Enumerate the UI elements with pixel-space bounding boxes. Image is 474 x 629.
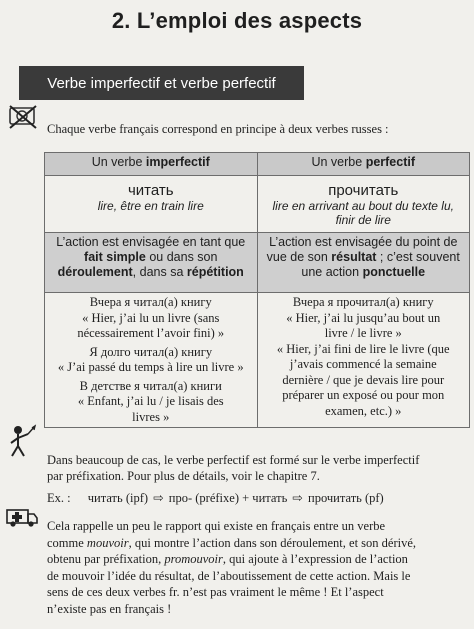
para-italic: mouvoir <box>86 535 129 550</box>
perfective-verb: прочитать <box>328 182 399 199</box>
example-result: прочитать (pf) <box>308 491 384 505</box>
note-line: par préfixation. Pour plus de détails, voir le chapitre 7. <box>47 469 320 483</box>
example-line: « J’ai passé du temps à lire un livre » <box>57 360 244 374</box>
example-derivation <box>47 490 386 506</box>
example-line: « Hier, j’ai lu jusqu’au bout un <box>286 310 441 325</box>
example-base: читать (ipf) <box>87 491 149 505</box>
para-text: comme <box>47 535 87 550</box>
example-line: dernière / que je devais lire pour <box>282 372 445 387</box>
example-line: préparer un exposé ou pour mon <box>282 388 445 402</box>
example-line: livre / le livre » <box>324 326 402 340</box>
usage-keyword: ponctuelle <box>362 265 426 279</box>
header-keyword: imperfectif <box>145 155 210 169</box>
note-prefixation <box>47 452 457 484</box>
usage-text: vue de son <box>266 250 332 264</box>
example-line: livres » <box>132 409 170 424</box>
usage-keyword: fait simple <box>84 250 146 264</box>
imperfective-examples <box>45 293 258 428</box>
ambulance-icon <box>6 506 38 533</box>
example-line: В детстве я читал(а) книги <box>79 378 222 393</box>
usage-text: ; c’est souvent <box>376 250 460 264</box>
para-line <box>47 535 463 552</box>
example-line: Я долго читал(а) книгу <box>89 344 213 359</box>
header-perfective <box>257 153 470 176</box>
comparison-paragraph <box>47 518 463 617</box>
no-translation-icon <box>8 104 40 135</box>
perfective-usage <box>257 233 470 293</box>
perfective-examples <box>257 293 470 428</box>
example-line: « Hier, j’ai fini de lire le livre (que <box>276 341 450 356</box>
perfective-gloss-line: finir de lire <box>335 213 391 227</box>
note-line: Dans beaucoup de cas, le verbe perfectif est formé sur le verbe imperfectif <box>47 453 420 467</box>
imperfective-usage <box>45 233 258 293</box>
usage-text: L’action est envisagée du point de <box>269 235 458 249</box>
arrow-icon: ⇨ <box>292 491 303 505</box>
arrow-icon: ⇨ <box>153 491 164 505</box>
usage-keyword: résultat <box>331 250 377 264</box>
imperfective-gloss: lire, être en train lire <box>97 199 204 213</box>
intro-text: Chaque verbe français correspond en principe à deux verbes russes : <box>47 122 389 136</box>
para-text: , qui ajoute à l’expression de l’action <box>222 552 408 566</box>
para-text: , qui montre l’action dans son déroulement, et son dérivé, <box>128 535 417 550</box>
imperfective-verb: читать <box>127 182 174 199</box>
usage-text: , dans sa <box>132 265 187 279</box>
example-prefix: про- (préfixe) + читать <box>168 491 288 505</box>
para-line: sens de ces deux verbes fr. n’est pas vraiment le même ! Et l’aspect <box>47 585 384 599</box>
usage-text: ou dans son <box>145 250 218 264</box>
para-line: de mouvoir l’idée du résultat, de l’aboutissement de cette action. Mais le <box>47 568 411 583</box>
usage-keyword: répétition <box>186 265 244 279</box>
para-line <box>47 551 463 568</box>
page-title: 2. L’emploi des aspects <box>111 8 363 33</box>
example-line: « Hier, j’ai lu un livre (sans <box>82 310 220 325</box>
usage-text: L’action est envisagée en tant que <box>56 235 246 249</box>
example-line: Вчера я прочитал(а) книгу <box>292 295 434 309</box>
header-prefix: Un verbe <box>91 155 146 169</box>
example-line: « Enfant, j’ai lu / je lisais des <box>77 394 224 408</box>
usage-text: une action <box>301 265 363 279</box>
example-line: j’avais commencé la semaine <box>289 357 437 371</box>
para-line: Cela rappelle un peu le rapport qui existe en français entre un verbe <box>47 519 386 533</box>
thinking-person-icon <box>8 424 38 463</box>
usage-keyword: déroulement <box>57 265 133 279</box>
example-line: Вчера я читал(а) книгу <box>89 295 212 309</box>
perfective-verb-cell <box>257 176 470 233</box>
header-imperfective <box>45 153 258 176</box>
perfective-gloss-line: lire en arrivant au bout du texte lu, <box>272 199 454 213</box>
example-label: Ex. : <box>47 491 71 505</box>
section-title: Verbe imperfectif et verbe perfectif <box>47 74 276 92</box>
example-line: examen, etc.) » <box>325 403 402 418</box>
imperfective-verb-cell <box>45 176 258 233</box>
header-keyword: perfectif <box>365 155 416 169</box>
para-italic: promouvoir <box>164 552 223 566</box>
header-prefix: Un verbe <box>311 155 366 169</box>
para-line: n’existe pas en français ! <box>47 601 172 616</box>
example-line: nécessairement l’avoir fini) » <box>77 326 225 340</box>
aspect-table <box>44 152 470 428</box>
section-banner <box>19 66 304 100</box>
para-text: obtenu par préfixation, <box>47 552 165 566</box>
